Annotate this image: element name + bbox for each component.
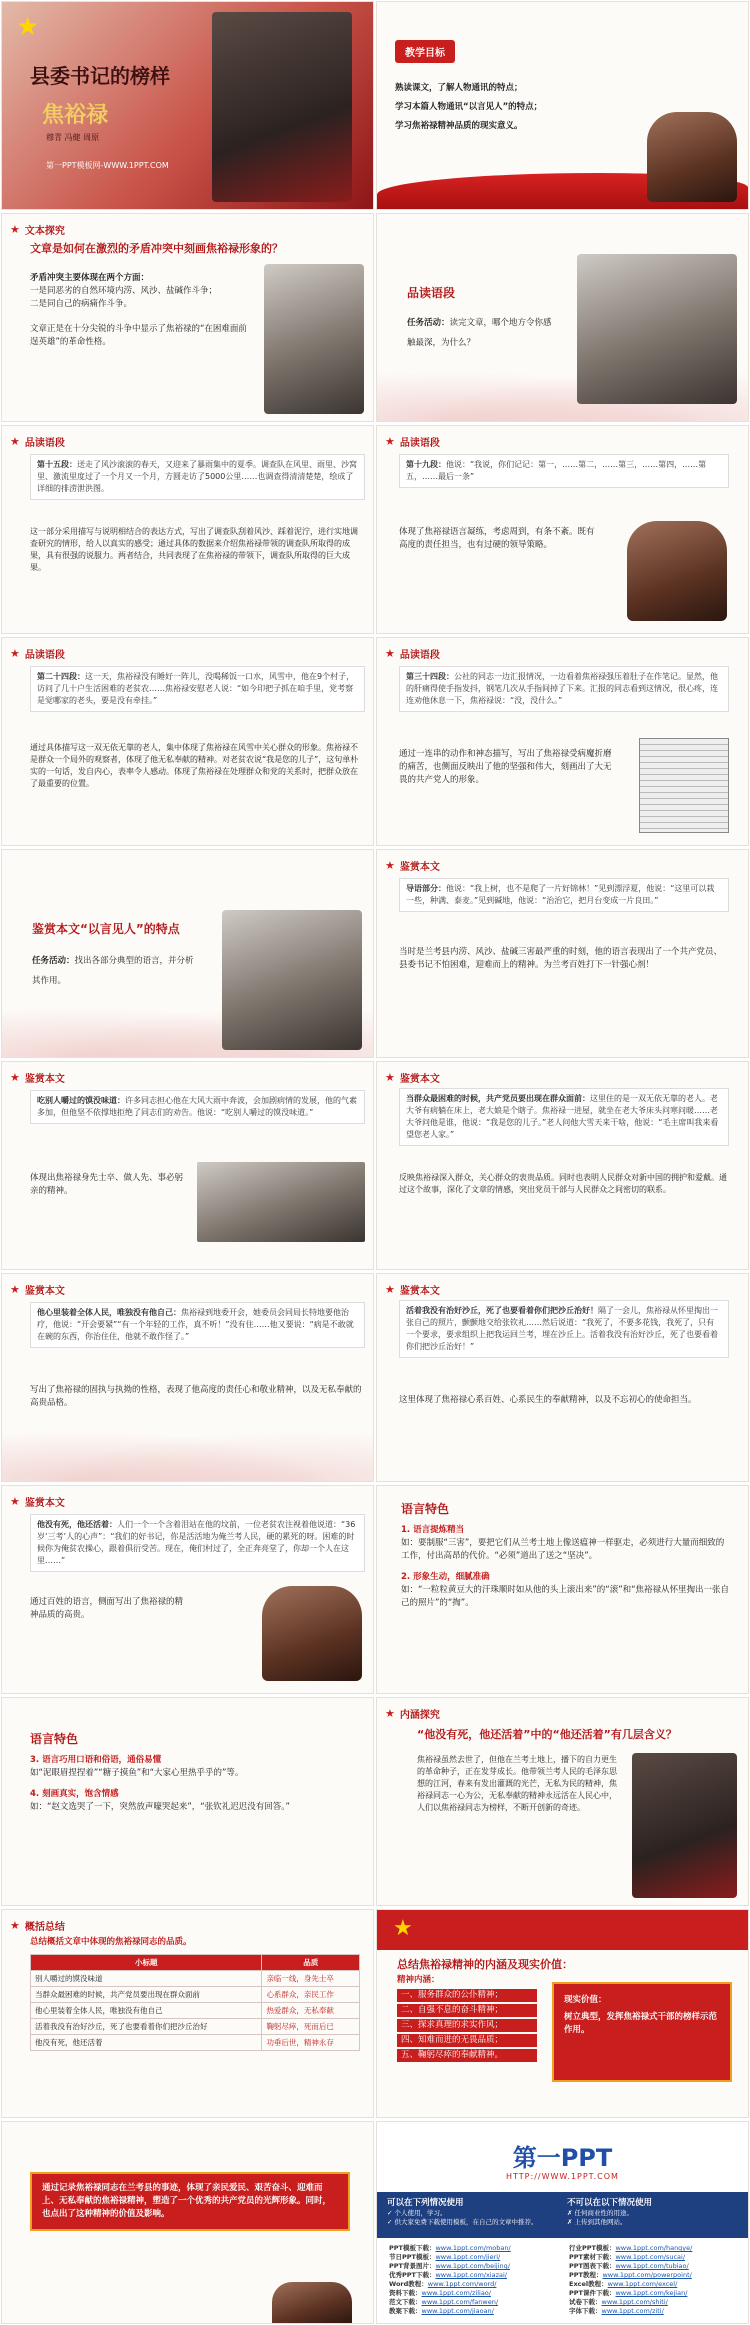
slide-13-people[interactable] [1,1273,374,1482]
crowd-photo [197,1162,365,1242]
quote-text: 焦裕禄到地委开会，她委员会同局长特地要他治疗，他说：“开会要紧”“有一个年轻的工作，真不听！”没有住……他又要说：“病是不敢就在碗的东西，你治住住，他就不敢作怪了。” [37,1308,354,1341]
analysis-text: 这一部分采用描写与说明相结合的表达方式，写出了调查队刮着风沙、踩着泥泞，进行实地调查研究的情形，给人以真实的感受；通过具体的数据来介绍焦裕禄带领的调查队所取得的成果，具有很强的说服力。两者结合，共同表现了在焦裕禄的带领下，调查队所取得的巨大成果。 [30,527,358,572]
slide-10-intro[interactable] [376,849,749,1058]
slide-11-bun[interactable] [1,1061,374,1270]
language-point: 2. 形象生动，细腻准确 [401,1572,490,1582]
usage-bar [377,2192,748,2238]
quote-text: 这一天，焦裕禄没有睡好一阵儿，没喝稀饭一口水，风雪中，他在9个村子，访问了几十户生活困难的老贫农……焦裕禄安慰老人说：“如今印把子抓在咱手里，党考察是觉哪家的老头，要是没有牵挂。” [37,672,355,705]
quote-box [399,1300,729,1358]
quote-text: 他说：“我上树，也不是爬了一片好锦林！”见到漂浮夏，他说：“这里可以栽一些，种满、泰麦。”见到碱地，他说：“治治它，把月台变成一片良田。” [406,884,715,905]
language-point: 3. 语言巧用口语和俗语，通俗易懂 [30,1755,162,1765]
link-label: PPT图表下载： [569,2262,616,2270]
slide-header [385,1706,440,1721]
meaning-answer: 焦裕禄虽然去世了，但他在兰考土地上，播下的自力更生的革命种子，正在发芽成长。他带领兰考人民的毛泽东思想的江河，春来有发出灌溉的光芒，无私为民的精神，焦裕禄同志一心为公，无私奉献的精神永远活在人民心中，人们以焦裕禄同志为榜样，不断开创新的奇迹。 [417,1755,617,1812]
link-label: Excel教程： [569,2280,608,2288]
spirit-item: 三、探求真理的求实作风； [397,2019,537,2032]
header-label: 鉴赏本文 [399,1074,440,1085]
star-icon: ★ [10,1283,20,1296]
cover-subtitle: 焦裕禄 [42,102,109,128]
value-text: 树立典型，发挥焦裕禄式干部的榜样示范作用。 [564,2012,718,2035]
link[interactable]: www.1ppt.com/sucai/ [615,2253,686,2261]
link[interactable]: www.1ppt.com/jieri/ [435,2253,501,2261]
link[interactable]: www.1ppt.com/jiaoan/ [421,2307,494,2315]
table-cell: 鞠躬尽瘁，死而后已 [262,2019,360,2035]
slide-15-alive[interactable] [1,1485,374,1694]
analysis-text: 写出了焦裕禄的固执与执拗的性格，表现了他高度的责任心和敬业精神，以及无私奉献的高贵品格。 [30,1385,362,1408]
analysis-text: 体现了焦裕禄语言凝练，考虑周到，有条不紊。既有高度的责任担当，也有过硬的领导策略。 [399,527,595,550]
table-cell: 热爱群众，无私奉献 [262,2003,360,2019]
slide-header [385,858,440,873]
quote-box [30,1090,365,1124]
analysis-text: 这里体现了焦裕禄心系百姓、心系民生的奉献精神，以及不忘初心的使命担当。 [399,1395,697,1405]
quote-box [30,1514,365,1572]
slide-9-appreciate[interactable] [1,849,374,1058]
quote-text: 送走了风沙滚滚的春天，又迎来了暴雨集中的夏季。调查队在风里、雨里、沙窝里、激流里度过了一个月又一个月，方圆走访了5000公里……也调查得清清楚楚，绘成了详细的排涝泄洪图。 [37,460,357,493]
cannot-item: ✗ 任何商业性的用途。 [567,2209,634,2217]
quote-label: 第二十四段： [37,672,85,681]
table-row [31,2019,360,2035]
table-cell: 亲临一线，身先士卒 [262,1971,360,1987]
hero-sketch [222,910,362,1050]
cover-title: 县委书记的榜样 [30,64,170,88]
quote-label: 第十五段： [37,460,77,469]
table-cell: 心系群众，亲民工作 [262,1987,360,2003]
star-icon: ★ [385,435,395,448]
task-label: 任务活动： [32,956,75,966]
language-example: 如：“赵文选哭了一下，突然放声嚎哭起来”，“张钦礼迟迟没有回答。” [30,1802,290,1812]
quote-label: 他没有死，他还活着： [37,1520,117,1529]
header-label: 品读语段 [24,650,65,661]
link-label: PPT素材下载： [569,2253,616,2261]
slide-20-spirit[interactable] [376,1909,749,2118]
slide-header [10,1070,65,1085]
link-label: 资料下载： [389,2289,422,2297]
hero-portrait [212,12,352,202]
link-label: PPT课件下载： [569,2289,616,2297]
slide-18-meaning[interactable] [376,1697,749,1906]
slide-19-summary-table[interactable] [1,1909,374,2118]
slide-14-dunes[interactable] [376,1273,749,1482]
quote-label: 活着我没有治好沙丘，死了也要看着你们把沙丘治好！ [406,1306,598,1315]
quote-box [30,1302,365,1348]
star-icon: ★ [385,1283,395,1296]
quote-box [399,454,729,488]
analysis-text: 体现出焦裕禄身先士卒、做人先、事必躬亲的精神。 [30,1173,184,1196]
header-label: 鉴赏本文 [24,1074,65,1085]
slide-8-para34[interactable] [376,637,749,846]
star-icon: ★ [385,1071,395,1084]
links-right [569,2244,744,2316]
slide-header [385,1282,440,1297]
table-cell: 当群众最困难的时候，共产党员要出现在群众面前 [31,1987,262,2003]
quote-text: 这里住的是一双无依无靠的老人。老大爷有病躺在床上，老大娘是个瞎子。焦裕禄一进屋，就坐在老大爷床头问寒问暖……老大爷问他是谁，他说：“我是您的儿子。”老人问他大雪天来干啥，他说：“毛主席叫我来看望您老人家。” [406,1094,719,1139]
slide-5-para15[interactable] [1,425,374,634]
language-example: 如：“一粒粒黄豆大的汗珠顺时如从他的头上滚出来”的“滚”和“焦裕禄从怀里掏出一张自己的照片”的“掏”。 [401,1585,730,1608]
cannot-title: 不可以在以下情况使用 [567,2198,653,2208]
value-box [552,1982,732,2082]
explore-question: 文章是如何在激烈的矛盾冲突中刻画焦裕禄形象的？ [30,242,283,255]
cloud-decor [2,1421,373,1481]
analysis-text: 通过百姓的语言，侧面写出了焦裕禄的精神品质的高贵。 [30,1597,184,1620]
link-label: PPT背景图片： [389,2262,436,2270]
document-photo [639,738,729,833]
spirit-item: 一、服务群众的公仆精神； [397,1989,537,2002]
bronze-bust [262,1586,362,1681]
appreciate-task [32,948,202,988]
table-cell: 功垂后世，精神永存 [262,2035,360,2051]
bronze-bust [627,521,727,621]
table-cell: 别人嚼过的馍没味道 [31,1971,262,1987]
header-label: 品读语段 [399,650,440,661]
table-header: 小标题 [31,1955,262,1971]
link[interactable]: www.1ppt.com/fanwen/ [421,2298,499,2306]
task-label: 任务活动： [407,318,450,328]
link-label: Word教程： [389,2280,428,2288]
table-cell: 活着我没有治好沙丘，死了也要看着你们把沙丘治好 [31,2019,262,2035]
link-label: 字体下载： [569,2307,602,2315]
cover-authors: 穆青 冯健 周原 [46,133,100,142]
quote-box [30,666,365,712]
spirit-item: 二、自强不息的奋斗精神； [397,2004,537,2017]
language-title: 语言特色 [401,1502,450,1516]
quote-box [30,454,365,500]
explore-head: 矛盾冲突主要体现在两个方面： [30,273,150,283]
link-label: 范文下载： [389,2298,422,2306]
star-icon: ★ [16,12,40,42]
goal-item: 学习焦裕禄精神品质的现实意义。 [395,121,523,131]
link[interactable]: www.1ppt.com/moban/ [435,2244,511,2252]
can-item: ✓ 个人使用，学习。 [387,2209,447,2217]
table-cell: 他没有死，他还活着 [31,2035,262,2051]
slide-22-copyright[interactable] [376,2121,749,2324]
quote-text: 许多同志担心他在大风大雨中奔波，会加剧病情的发展，他的气素多加，但他坚不依撑地拒绝了同志们的劝告。他说：“吃别人嚼过的馍没味道。” [37,1096,357,1117]
table-subtitle: 总结概括文章中体现的焦裕禄同志的品质。 [30,1937,192,1947]
slide-1-cover[interactable] [1,1,374,210]
quote-label: 导语部分： [406,884,446,893]
goals-list [395,82,542,133]
slide-header [10,646,65,661]
spirit-title: 总结焦裕禄精神的内涵及现实价值： [397,1958,573,1971]
slide-12-masses[interactable] [376,1061,749,1270]
link-label: 节日PPT模板： [389,2253,436,2261]
star-icon: ★ [10,435,20,448]
brand-logo: 第一PPT [512,2144,613,2172]
value-label: 现实价值： [564,1995,607,2005]
star-icon: ★ [385,1707,395,1720]
language-body [30,1754,360,1814]
goals-pill: 教学目标 [395,40,455,63]
spirit-item: 四、知难而进的无畏品质； [397,2034,537,2047]
link-label: 试卷下载： [569,2298,602,2306]
quote-label: 第十九段： [406,460,446,469]
star-icon: ★ [10,1495,20,1508]
star-icon: ★ [10,1071,20,1084]
explore-point: 一是同恶劣的自然环境内涝、风沙、盐碱作斗争； [30,286,218,296]
link-label: PPT模板下载： [389,2244,436,2252]
slide-header [385,1070,440,1085]
spirit-item: 五、鞠躬尽瘁的奉献精神。 [397,2049,537,2062]
table-row [31,1987,360,2003]
language-title: 语言特色 [30,1732,79,1746]
star-icon: ★ [10,647,20,660]
link[interactable]: www.1ppt.com/word/ [427,2280,497,2288]
table-header: 品质 [262,1955,360,1971]
header-label: 内涵探究 [399,1710,440,1721]
header-label: 文本探究 [24,226,65,237]
hero-sketch [577,254,737,404]
table-row [31,2003,360,2019]
slide-3-explore[interactable] [1,213,374,422]
slide-header [10,434,65,449]
language-point: 4. 刻画真实，饱含情感 [30,1789,119,1799]
slide-17-language[interactable] [1,1697,374,1906]
meaning-question: “他没有死，他还活着”中的“他还活着”有几层含义？ [417,1728,677,1741]
link-label: 行业PPT模板： [569,2244,616,2252]
analysis-text: 当时是兰考县内涝、风沙、盐碱三害最严重的时刻，他的语言表现出了一个共产党员、县委书记不怕困难，迎难而上的精神。为兰考百姓打下一针强心剂！ [399,947,723,970]
header-label: 鉴赏本文 [399,1286,440,1297]
quote-text: 人们一个一个含着泪站在他的坟前，一位老贫农注视着他说道：“36岁‘三考’人的心声”：“我们的好书记，你是活活地为俺兰考人民，硬的累死的呀。困难的时候你为俺贫农操心，跟着俱衍受苦。现在，俺们村过了，全正奔亮堂了，你却一个人在这里……” [37,1520,356,1565]
link-label: 优秀PPT下载： [389,2271,436,2279]
slide-4-reading[interactable] [376,213,749,422]
statue-image [647,112,737,202]
hero-portrait [632,1753,737,1898]
cannot-use [567,2196,737,2226]
can-title: 可以在下列情况使用 [387,2198,464,2208]
appreciate-title: 鉴赏本文“以言见人”的特点 [32,922,180,936]
analysis-text: 通过具体描写这一双无依无靠的老人，集中体现了焦裕禄在风雪中关心群众的形象。焦裕禄不是群众一个局外的观察者，体现了他无私奉献的精神。对老贫农说“我是您的儿子”，这句单朴实的一句话，发自内心，表率令人感动。体现了焦裕禄在处理群众和党的关系时，把群众放在了最重要的位置。 [30,743,359,788]
quote-box [399,666,729,712]
summary-text: 通过记录焦裕禄同志在兰考县的事迹，体现了亲民爱民、艰苦奋斗、迎难而上、无私奉献的焦裕禄精神，塑造了一个优秀的共产党员的光辉形象。同时，也点出了这种精神的价值及影响。 [42,2183,332,2219]
language-example: 如“泥眼眉捏捏着”“糖子摸鱼”和“大家心里热乎乎的”等。 [30,1768,244,1778]
statue-image [272,2282,352,2324]
quote-box [399,878,729,912]
star-icon: ★ [393,1916,413,1941]
explore-conclusion: 文章正是在十分尖锐的斗争中显示了焦裕禄的“在困难面前逞英雄”的革命性格。 [30,324,247,347]
links-left [389,2244,559,2316]
slide-6-para19[interactable] [376,425,749,634]
quote-text: 隔了一会儿，焦裕禄从怀里掏出一张自己的照片，颤颤地交给张钦礼……然后说道：“我死了，不要多花钱，我死了，只有一个要求，要求组织上把我运回兰考，埋在沙丘上。活着我没有治好沙丘，死了也要看着你们把沙丘治好！” [406,1306,718,1351]
link[interactable]: www.1ppt.com/shiti/ [601,2298,668,2306]
link[interactable]: www.1ppt.com/ziti/ [601,2307,664,2315]
brand-url: HTTP://WWW.1PPT.COM [506,2172,619,2181]
cover-watermark: 第一PPT模板网-WWW.1PPT.COM [46,161,169,170]
quote-label: 当群众最困难的时候，共产党员要出现在群众面前： [406,1094,590,1103]
slide-header [10,1282,65,1297]
can-item: ✓ 供大家免费下载使用模板，在自己的文章中推荐。 [387,2218,538,2226]
quote-label: 第三十四段： [406,672,454,681]
table-row [31,2035,360,2051]
table-row [31,1971,360,1987]
header-label: 鉴赏本文 [24,1286,65,1297]
hero-sketch [264,264,364,414]
quote-label: 吃别人嚼过的馍没味道： [37,1096,125,1105]
quote-box [399,1088,729,1146]
analysis-text: 通过一连串的动作和神态描写，写出了焦裕禄受病魔折磨的痛苦，也侧面反映出了他的坚强和伟大，刻画出了大无畏的共产党人的形象。 [399,749,612,785]
link[interactable]: www.1ppt.com/ziliao/ [421,2289,491,2297]
spirit-label: 精神内涵： [397,1975,440,1985]
link[interactable]: www.1ppt.com/beijing/ [435,2262,510,2270]
cannot-item: ✗ 上传到其他网站。 [567,2218,627,2226]
header-label: 品读语段 [399,438,440,449]
slide-header [10,1494,65,1509]
star-icon: ★ [385,859,395,872]
slide-header [385,434,440,449]
link[interactable]: www.1ppt.com/powerpoint/ [602,2271,692,2279]
link-label: 教案下载： [389,2307,422,2315]
slide-2-goals[interactable] [376,1,749,210]
table-cell: 他心里装着全体人民，唯独没有他自己 [31,2003,262,2019]
link-label: PPT教程： [569,2271,603,2279]
quote-text: 他说：“我说，你们记记：第一，……第二，……第三，……第四，……第五，……最后一条” [406,460,707,481]
header-label: 鉴赏本文 [399,862,440,873]
header-label: 概括总结 [24,1922,65,1933]
star-icon: ★ [385,647,395,660]
language-example: 如：要制服“三害”，要把它们从兰考土地上像送瘟神一样驱走，必须进行大量而细致的工作，付出高昂的代价。“必须”道出了送之“坚决”。 [401,1538,725,1561]
goal-item: 熟读课文，了解人物通讯的特点； [395,83,523,93]
can-use [387,2196,557,2226]
link[interactable]: www.1ppt.com/tubiao/ [615,2262,689,2270]
explore-point: 二是同自己的病痛作斗争。 [30,299,133,309]
slide-21-conclusion[interactable] [1,2121,374,2324]
summary-box [30,2172,350,2231]
link[interactable]: www.1ppt.com/xiazai/ [435,2271,507,2279]
slide-7-para24[interactable] [1,637,374,846]
slide-header [10,1918,65,1933]
reading-task [407,310,557,350]
reading-title: 品读语段 [407,286,456,300]
goal-item: 学习本篇人物通讯“以言见人”的特点； [395,102,543,112]
header-label: 鉴赏本文 [24,1498,65,1509]
task-text: 读完文章，哪个地方令你感触最深，为什么？ [407,318,552,348]
slide-16-language[interactable] [376,1485,749,1694]
analysis-text: 反映焦裕禄深入群众，关心群众的衷贵品质。同时也表明人民群众对新中国的拥护和爱戴。通过这个故事，深化了文章的情感，突出党员干部与人民群众之间密切的联系。 [399,1173,727,1194]
link[interactable]: www.1ppt.com/kejian/ [615,2289,688,2297]
link[interactable]: www.1ppt.com/excel/ [607,2280,678,2288]
language-body [401,1524,731,1610]
quality-table [30,1954,360,2051]
task-text: 找出各部分典型的语言，并分析其作用。 [32,956,194,986]
slide-header [10,222,65,237]
explore-text [30,272,250,349]
language-point: 1. 语言提炼精当 [401,1525,465,1535]
link[interactable]: www.1ppt.com/hangye/ [615,2244,693,2252]
star-icon: ★ [10,223,20,236]
star-icon: ★ [10,1919,20,1932]
header-label: 品读语段 [24,438,65,449]
quote-text: 公社的同志一边汇报情况，一边看着焦裕禄强压着肚子在作笔记。显然，他的肝痛得使手指发抖，钢笔几次从手指间掉了下来。汇报的同志看到这情况，很心疼，连连劝他休息一下，焦裕禄说：“没，没什么。” [406,672,718,705]
slide-header [385,646,440,661]
spirit-list [397,1974,537,2064]
quote-label: 他心里装着全体人民，唯独没有他自己： [37,1308,181,1317]
